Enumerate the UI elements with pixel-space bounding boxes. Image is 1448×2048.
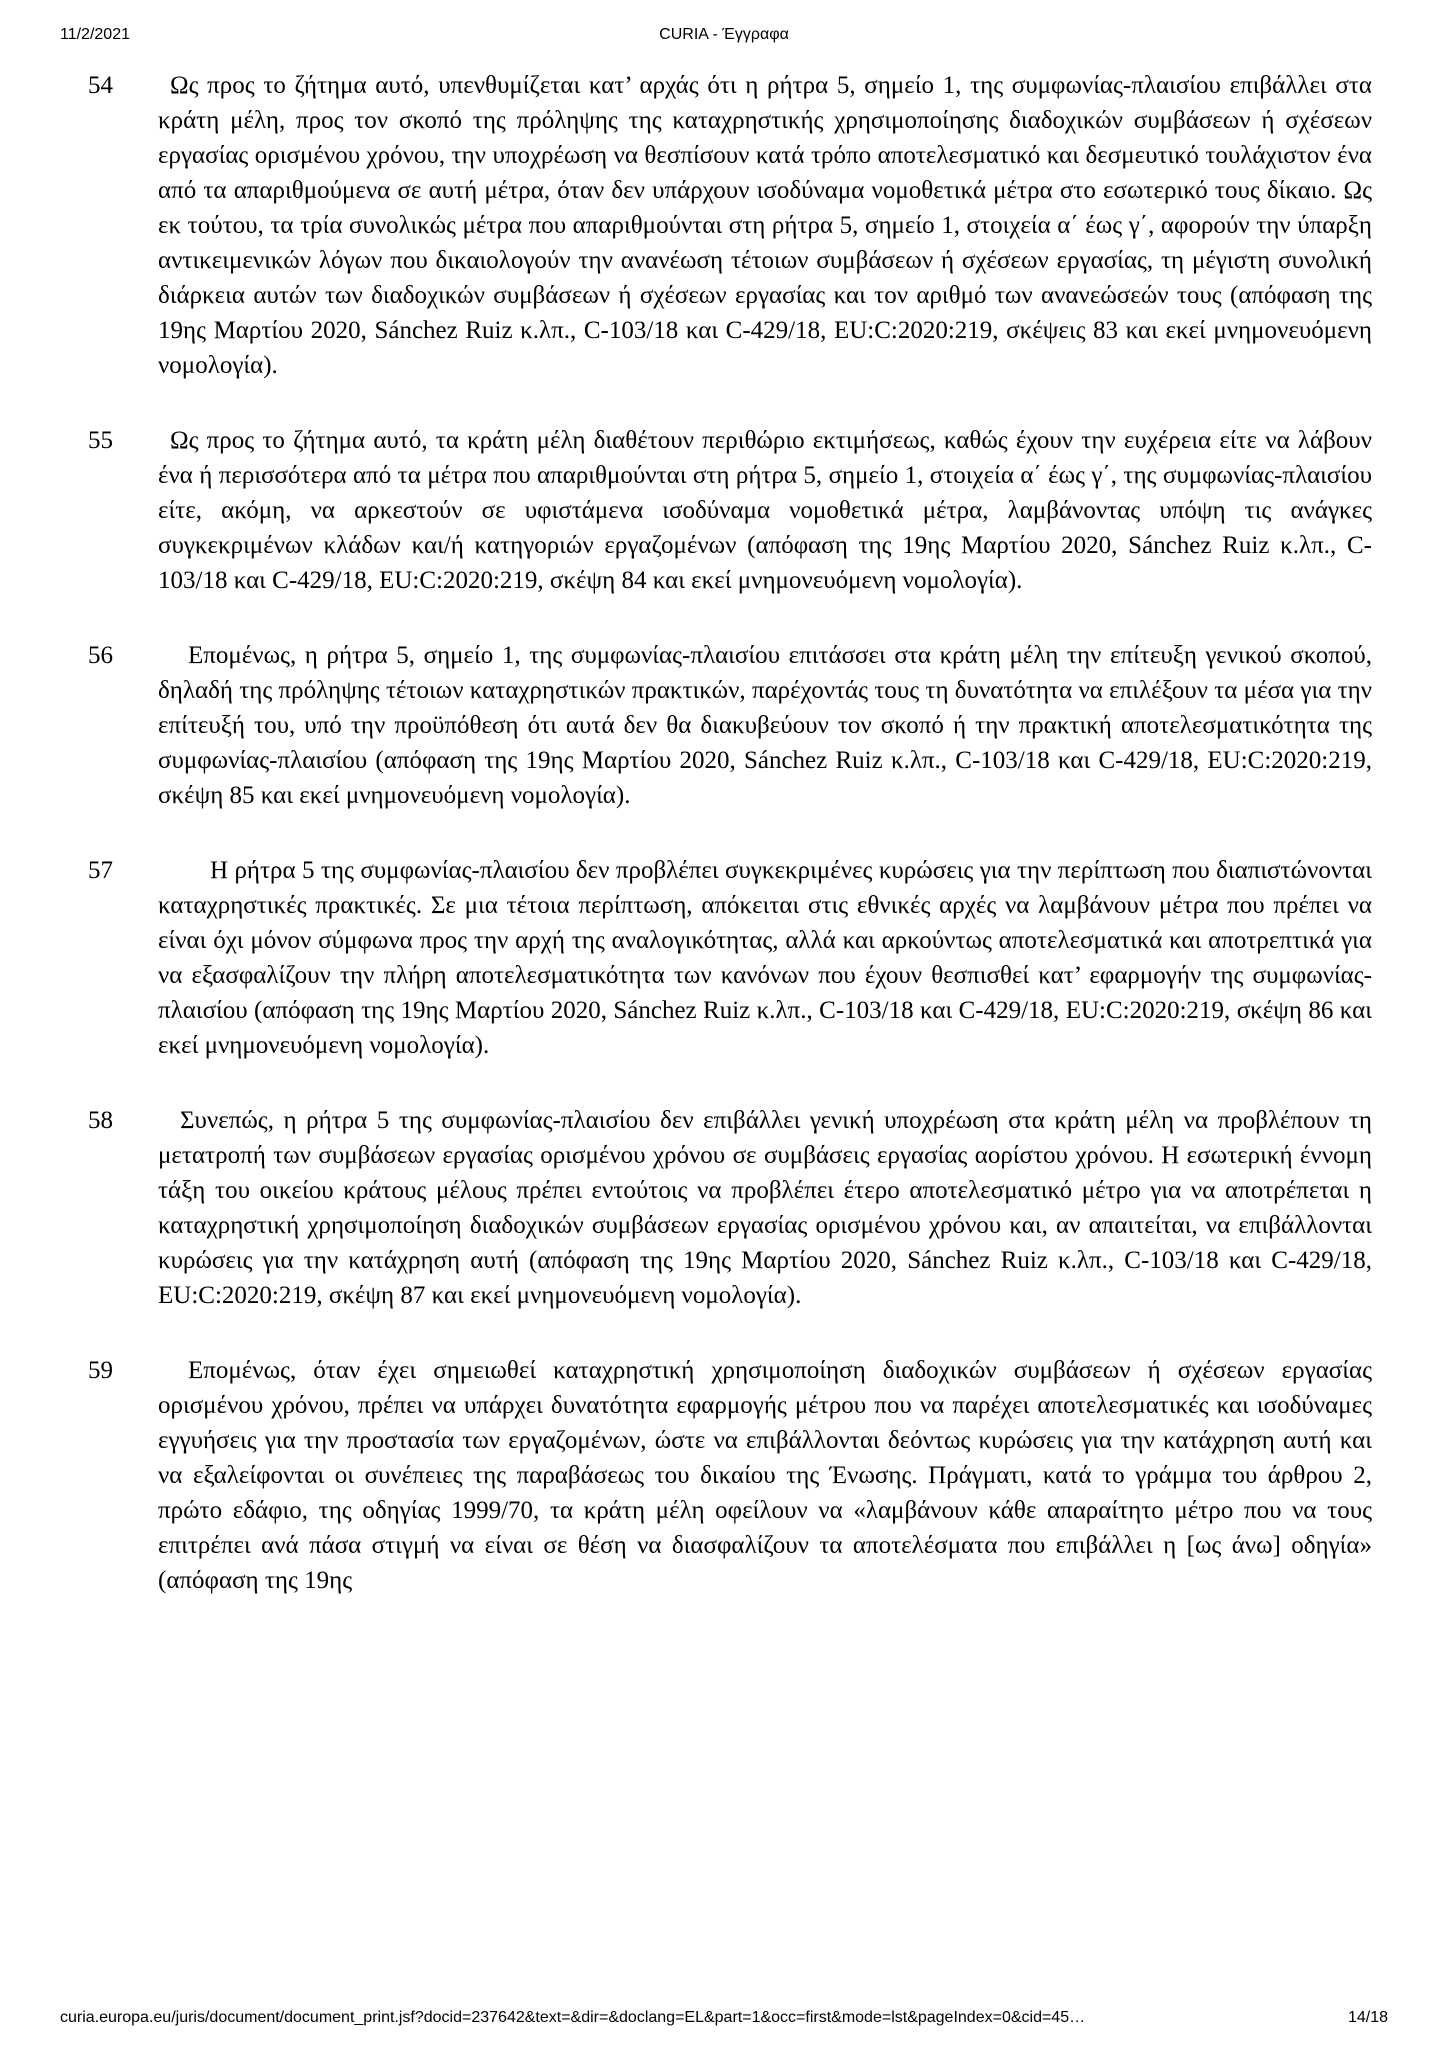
paragraph-text: Η ρήτρα 5 της συμφωνίας-πλαισίου δεν προβλέπει συγκεκριμένες κυρώσεις για την περίπτωση που διαπιστώνονται καταχρηστικές πρακτικές. Σε μια τέτοια περίπτωση, απόκειται στις εθνικές αρχές να λαμβάνουν μέτρα που πρέπει να είναι όχι μόνον σύμφωνα προς την αρχή της αναλογικότητας, αλλά και αρκούντως αποτελεσματικά και αποτρεπτικά για να εξασφαλίζουν την πλήρη αποτελεσματικότητα των κανόνων που έχουν θεσπισθεί κατ’ εφαρμογήν της συμφωνίας-πλαισίου (απόφαση της 19ης Μαρτίου 2020, Sánchez Ruiz κ.λπ., C-103/18 και C-429/18, EU:C:2020:219, σκέψη 86 και εκεί μνημονευόμενη νομολογία).: [158, 857, 1372, 1059]
document-url: curia.europa.eu/juris/document/document_print.jsf?docid=237642&text=&dir=&doclang=EL&part=1&occ=first&mode=lst&pageIndex=0&cid=45…: [60, 2009, 1086, 2026]
paragraph-number: 56: [88, 642, 113, 669]
print-header: [0, 26, 1448, 48]
print-date: 11/2/2021: [60, 26, 130, 43]
page-number: 14/18: [1347, 2009, 1388, 2026]
paragraph-text: Επομένως, η ρήτρα 5, σημείο 1, της συμφωνίας-πλαισίου επιτάσσει στα κράτη μέλη την επίτευξη γενικού σκοπού, δηλαδή της πρόληψης τέτοιων καταχρηστικών πρακτικών, παρέχοντάς τους τη δυνατότητα να επιλέξουν τα μέσα για την επίτευξή του, υπό την προϋπόθεση ότι αυτά δεν θα διακυβεύουν τον σκοπό ή την πρακτική αποτελεσματικότητα της συμφωνίας-πλαισίου (απόφαση της 19ης Μαρτίου 2020, Sánchez Ruiz κ.λπ., C-103/18 και C-429/18, EU:C:2020:219, σκέψη 85 και εκεί μνημονευόμενη νομολογία).: [158, 642, 1372, 809]
paragraph-text: Επομένως, όταν έχει σημειωθεί καταχρηστική χρησιμοποίηση διαδοχικών συμβάσεων ή σχέσεων εργασίας ορισμένου χρόνου, πρέπει να υπάρχει δυνατότητα εφαρμογής μέτρου που να παρέχει αποτελεσματικές και ισοδύναμες εγγυήσεις για την προστασία των εργαζομένων, ώστε να επιβάλλονται δεόντως κυρώσεις για την κατάχρηση αυτή και να εξαλείφονται οι συνέπειες της παραβάσεως του δικαίου της Ένωσης. Πράγματι, κατά το γράμμα του άρθρου 2, πρώτο εδάφιο, της οδηγίας 1999/70, τα κράτη μέλη οφείλουν να «λαμβάνουν κάθε απαραίτητο μέτρο που να τους επιτρέπει ανά πάσα στιγμή να είναι σε θέση να διασφαλίζουν τα αποτελέσματα που επιβάλλει η [ως άνω] οδηγία» (απόφαση της 19ης: [158, 1357, 1372, 1594]
paragraph-55: [0, 423, 1448, 598]
page-title: CURIA - Έγγραφα: [659, 26, 789, 43]
paragraph-text: Ως προς το ζήτημα αυτό, τα κράτη μέλη διαθέτουν περιθώριο εκτιμήσεως, καθώς έχουν την ευχέρεια είτε να λάβουν ένα ή περισσότερα από τα μέτρα που απαριθμούνται στη ρήτρα 5, σημείο 1, στοιχεία α΄ έως γ΄, της συμφωνίας-πλαισίου είτε, ακόμη, να αρκεστούν σε υφιστάμενα ισοδύναμα νομοθετικά μέτρα, λαμβάνοντας υπόψη τις ανάγκες συγκεκριμένων κλάδων και/ή κατηγοριών εργαζομένων (απόφαση της 19ης Μαρτίου 2020, Sánchez Ruiz κ.λπ., C-103/18 και C-429/18, EU:C:2020:219, σκέψη 84 και εκεί μνημονευόμενη νομολογία).: [158, 427, 1372, 594]
paragraph-number: 57: [88, 857, 113, 884]
paragraph-58: [0, 1103, 1448, 1313]
paragraph-number: 55: [88, 427, 113, 454]
paragraph-57: [0, 853, 1448, 1063]
paragraph-54: [0, 68, 1448, 383]
document-body: [0, 68, 1448, 1638]
paragraph-text: Συνεπώς, η ρήτρα 5 της συμφωνίας-πλαισίου δεν επιβάλλει γενική υποχρέωση στα κράτη μέλη να προβλέπουν τη μετατροπή των συμβάσεων εργασίας ορισμένου χρόνου σε συμβάσεις εργασίας αορίστου χρόνου. Η εσωτερική έννομη τάξη του οικείου κράτους μέλους πρέπει εντούτοις να προβλέπει έτερο αποτελεσματικό μέτρο για να αποτρέπεται η καταχρηστική χρησιμοποίηση διαδοχικών συμβάσεων εργασίας ορισμένου χρόνου και, αν απαιτείται, να επιβάλλονται κυρώσεις για την κατάχρηση αυτή (απόφαση της 19ης Μαρτίου 2020, Sánchez Ruiz κ.λπ., C-103/18 και C-429/18, EU:C:2020:219, σκέψη 87 και εκεί μνημονευόμενη νομολογία).: [158, 1107, 1372, 1309]
paragraph-56: [0, 638, 1448, 813]
paragraph-59: [0, 1353, 1448, 1598]
paragraph-number: 58: [88, 1107, 113, 1134]
paragraph-number: 59: [88, 1357, 113, 1384]
paragraph-text: Ως προς το ζήτημα αυτό, υπενθυμίζεται κατ’ αρχάς ότι η ρήτρα 5, σημείο 1, της συμφωνίας-πλαισίου επιβάλλει στα κράτη μέλη, προς τον σκοπό της πρόληψης της καταχρηστικής χρησιμοποίησης διαδοχικών συμβάσεων ή σχέσεων εργασίας ορισμένου χρόνου, την υποχρέωση να θεσπίσουν κατά τρόπο αποτελεσματικό και δεσμευτικό τουλάχιστον ένα από τα απαριθμούμενα σε αυτή μέτρα, όταν δεν υπάρχουν ισοδύναμα νομοθετικά μέτρα στο εσωτερικό τους δίκαιο. Ως εκ τούτου, τα τρία συνολικώς μέτρα που απαριθμούνται στη ρήτρα 5, σημείο 1, στοιχεία α΄ έως γ΄, αφορούν την ύπαρξη αντικειμενικών λόγων που δικαιολογούν την ανανέωση τέτοιων συμβάσεων ή σχέσεων εργασίας, τη μέγιστη συνολική διάρκεια αυτών των διαδοχικών συμβάσεων ή σχέσεων εργασίας και τον αριθμό των ανανεώσεών τους (απόφαση της 19ης Μαρτίου 2020, Sánchez Ruiz κ.λπ., C-103/18 και C-429/18, EU:C:2020:219, σκέψεις 83 και εκεί μνημονευόμενη νομολογία).: [158, 72, 1372, 379]
paragraph-number: 54: [88, 72, 113, 99]
print-footer: [0, 2009, 1448, 2031]
